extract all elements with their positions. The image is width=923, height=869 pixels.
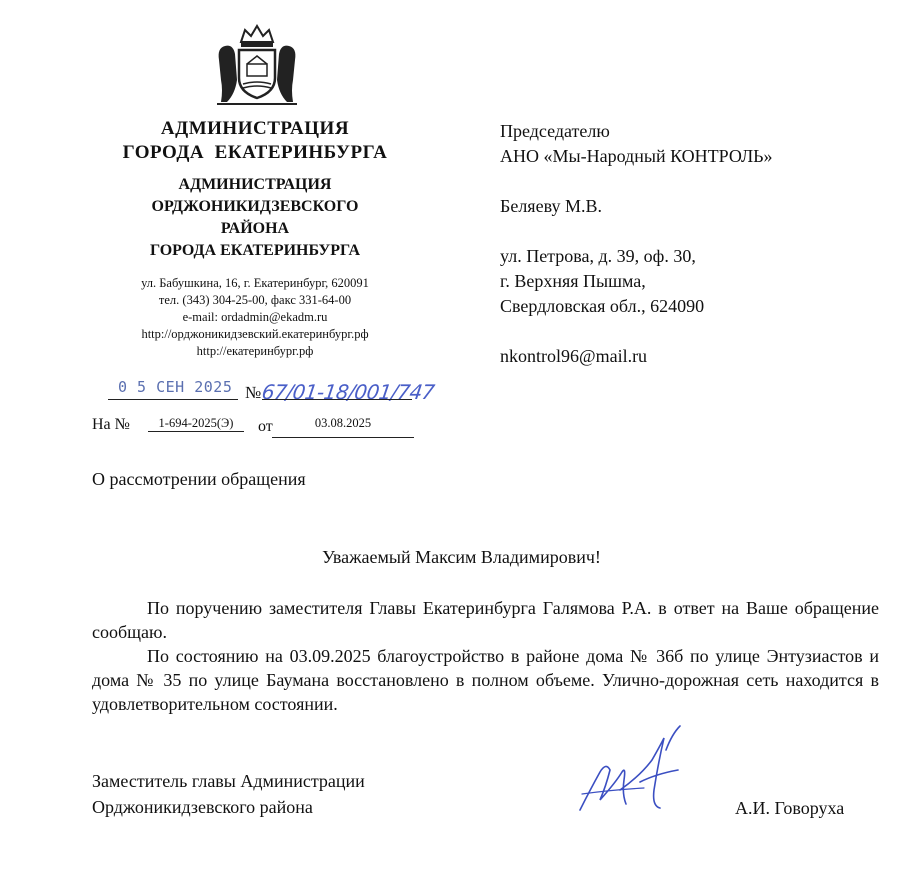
outgoing-number-label: № [245,383,262,402]
sender-email: e-mail: ordadmin@ekadm.ru [182,310,328,324]
signer-title-line2: Орджоникидзевского района [92,797,313,817]
sender-site-1: http://орджоникидзевский.екатеринбург.рф [141,327,369,341]
department-title [95,174,415,262]
recipient-organization: АНО «Мы-Народный КОНТРОЛЬ» [500,146,773,166]
number-underline [262,399,412,400]
sender-address: ул. Бабушкина, 16, г. Екатеринбург, 620091 [141,276,369,290]
outgoing-number: 67/01-18/001/747 [260,380,436,404]
sender-contacts [95,275,415,360]
signer-title-line1: Заместитель главы Администрации [92,771,365,791]
recipient-address-2: г. Верхняя Пышма, [500,271,646,291]
date-underline [108,399,238,400]
date-stamp: 0 5 СЕН 2025 [118,378,233,396]
department-title-line1: АДМИНИСТРАЦИЯ [178,176,332,193]
body-paragraph-1: По поручению заместителя Главы Екатеринбурга Галямова Р.А. в ответ на Ваше обращение сообщаю. [92,598,879,642]
letter-body [92,596,879,716]
department-title-line4: ГОРОДА ЕКАТЕРИНБУРГА [149,242,361,259]
organization-title [95,117,415,165]
recipient-email: nkontrol96@mail.ru [500,346,648,366]
department-title-line3: РАЙОНА [220,220,290,237]
letter-subject: О рассмотрении обращения [92,469,306,489]
signer-title [92,768,365,820]
signer-name: А.И. Говоруха [735,798,845,818]
department-title-line2: ОРДЖОНИКИДЗЕВСКОГО [151,198,359,215]
greeting: Уважаемый Максим Владимирович! [322,547,601,567]
reference-number-label: На № [92,416,130,433]
recipient-position: Председателю [500,121,610,141]
recipient-name: Беляеву М.В. [500,196,602,216]
reference-date-label: от [258,418,273,435]
recipient-address-1: ул. Петрова, д. 39, оф. 30, [500,246,696,266]
body-paragraph-2: По состоянию на 03.09.2025 благоустройство в районе дома № 36б по улице Энтузиастов и дома № 35 по улице Баумана восстановлено в полном объеме. Улично-дорожная сеть находится в удовлетворительном состоянии. [92,646,879,714]
sender-site-2: http://екатеринбург.рф [196,344,314,358]
reference-number: 1-694-2025(Э) [148,416,244,432]
reference-date: 03.08.2025 [314,416,372,430]
coat-of-arms-icon [213,20,301,110]
organization-title-line1: АДМИНИСТРАЦИЯ [160,118,350,139]
organization-title-line2: ГОРОДА ЕКАТЕРИНБУРГА [122,142,388,163]
sender-phone: тел. (343) 304-25-00, факс 331-64-00 [158,293,352,307]
recipient-block [500,119,900,369]
reference-date-underline [272,437,414,438]
handwritten-signature [560,720,720,820]
recipient-address-3: Свердловская обл., 624090 [500,296,705,316]
